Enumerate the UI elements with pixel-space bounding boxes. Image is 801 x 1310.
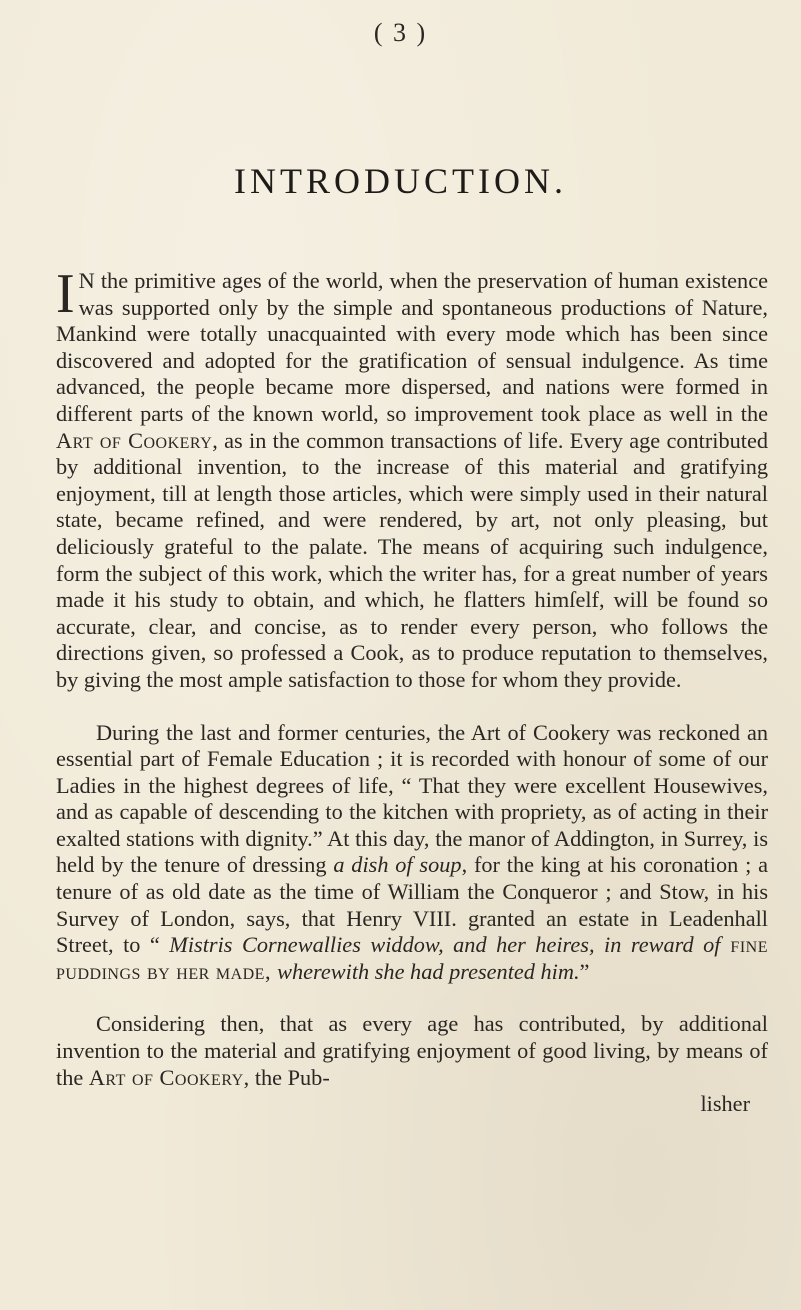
- p3-text-1: Considering then, that as every age has contributed, by additional invention to the material and gratifying enjoyment of good living, by means of the: [56, 1011, 768, 1090]
- p1-smallcaps-art-of-cookery: Art of Cookery: [56, 427, 213, 453]
- p3-smallcaps-art-of-cookery: Art of Cookery: [88, 1064, 244, 1090]
- p2-text-1: During the last and former centuries, the Art of Cookery was reckoned an essential part of Female Education ; it is recorded with honour of some of our Ladies in the highest degrees of life, “ That they were excellent Housewives, and as capable of descending to the kitchen with propriety, as of acting in their exalted stations with dignity.” At this day, the manor of Addington, in Surrey, is held by the tenure of dressing: [56, 719, 768, 878]
- paragraph-2: [56, 720, 768, 986]
- chapter-heading: INTRODUCTION.: [234, 161, 567, 201]
- p2-italic-quotation: Mistris Cornewallies widdow, and her heires, in reward of: [169, 932, 721, 958]
- p2-text-2: , for the king at his coronation ; a tenure of as old date as the time of William the Conqueror ; and Stow, in his Survey of London, says, that Henry VIII. granted an estate in Leadenhall Street, to “: [56, 852, 768, 958]
- p3-text-2: , the Pub-: [243, 1064, 330, 1090]
- p1-text-1: N the primitive ages of the world, when the preservation of human existence was supported only by the simple and spontaneous productions of Nature, Mankind were totally unacquainted with every mode which has been since discovered and adopted for the gratification of sensual indulgence. As time advanced, the people became more dispersed, and nations were formed in different parts of the known world, so improvement took place as well in the: [56, 268, 768, 426]
- page-number: ( 3 ): [373, 18, 428, 47]
- paragraph-1: [56, 263, 768, 694]
- body-text: [56, 263, 768, 1118]
- p2-italic-presented: wherewith she had presented him.: [277, 958, 580, 984]
- p1-text-2: , as in the common transactions of life. Every age contributed by additional invention, to the increase of this material and gratifying enjoyment, till at length those articles, which were simply used in their natural state, became refined, and were rendered, by art, not only pleasing, but deliciously grateful to the palate. The means of acquiring such indulgence, form the subject of this work, which the writer has, for a great number of years made it his study to obtain, and which, he flatters himſelf, will be found so accurate, clear, and concise, as to render every person, who follows the directions given, so professed a Cook, as to produce reputation to themselves, by giving the most ample satisfaction to those for whom they provide.: [56, 427, 768, 692]
- drop-cap: I: [56, 263, 75, 325]
- catchword: lisher: [700, 1091, 750, 1117]
- p2-text-3: ”: [579, 958, 590, 984]
- p2-italic-dish-of-soup: a dish of soup: [333, 852, 462, 878]
- paragraph-3: [56, 1011, 768, 1091]
- p2-smallcaps-fine-puddings: fine puddings by her made,: [56, 932, 768, 984]
